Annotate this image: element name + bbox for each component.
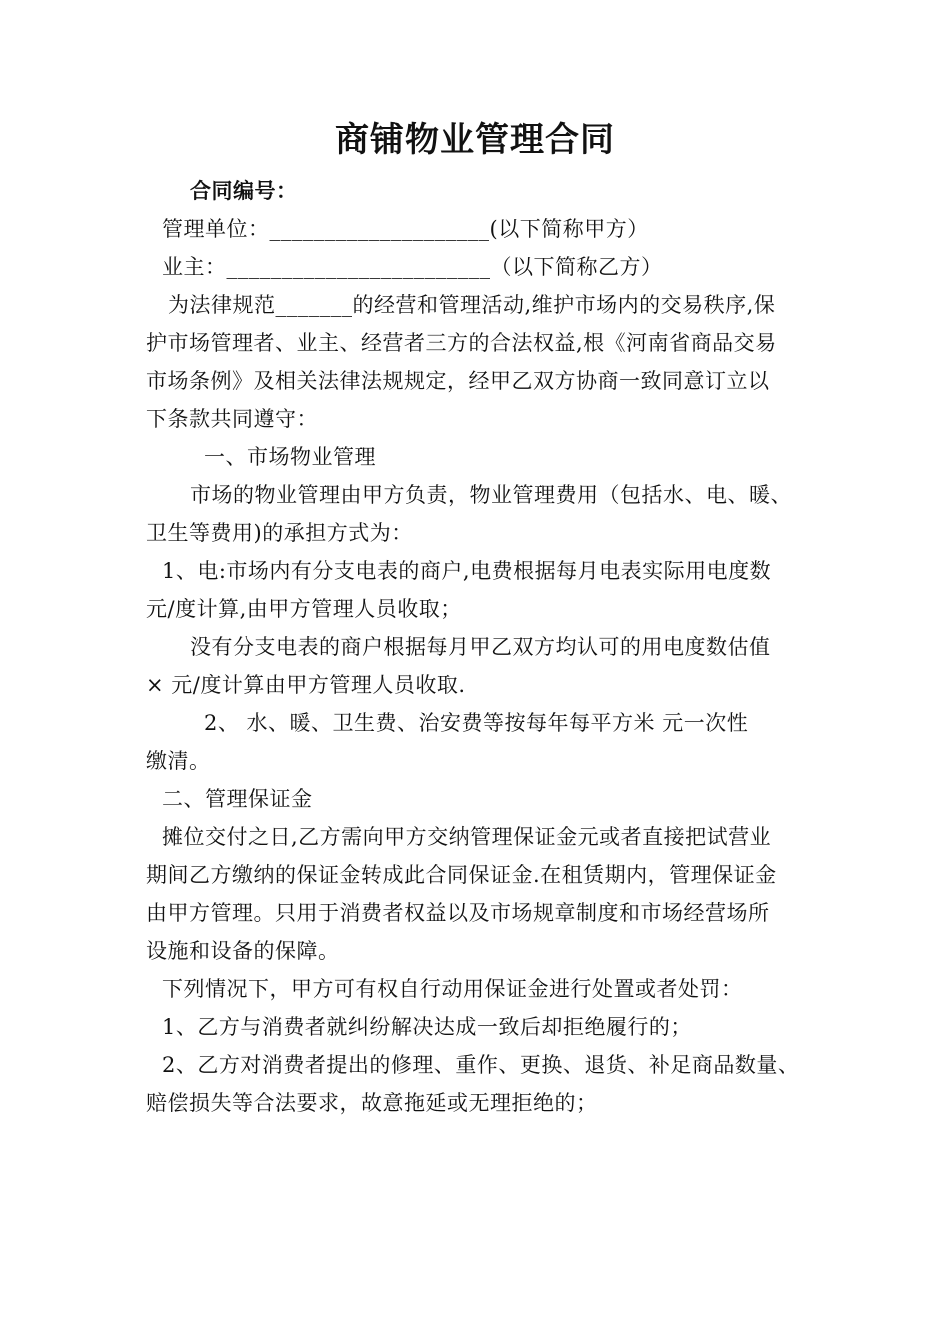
section-heading-1: 一、市场物业管理: [204, 445, 376, 469]
section1-para-line-2: 卫生等费用)的承担方式为：: [146, 521, 413, 545]
condition-2-line-1: 2、乙方对消费者提出的修理、重作、更换、退货、补足商品数量、: [162, 1053, 800, 1077]
conditions-intro: 下列情况下，甲方可有权自行动用保证金进行处置或者处罚：: [162, 977, 743, 1001]
condition-1: 1、乙方与消费者就纠纷解决达成一致后却拒绝履行的；: [162, 1015, 692, 1039]
clause-2-line-1: 2、 水、暖、卫生费、治安费等按每年每平方米 元一次性: [204, 711, 749, 735]
section2-para-line-1: 摊位交付之日,乙方需向甲方交纳管理保证金元或者直接把试营业: [162, 825, 772, 849]
contract-number-label: 合同编号：: [190, 179, 298, 203]
management-unit-line: 管理单位：____________________(以下简称甲方）: [162, 217, 649, 241]
preamble-line-2: 护市场管理者、业主、经营者三方的合法权益,根《河南省商品交易: [146, 331, 777, 355]
section1-para-line-1: 市场的物业管理由甲方负责，物业管理费用（包括水、电、暖、: [190, 483, 792, 507]
document-title: 商铺物业管理合同: [335, 120, 615, 160]
section2-para-line-4: 设施和设备的保障。: [146, 939, 340, 963]
preamble-line-1: 为法律规范_______的经营和管理活动,维护市场内的交易秩序,保: [168, 293, 776, 317]
section2-para-line-2: 期间乙方缴纳的保证金转成此合同保证金.在租赁期内，管理保证金: [146, 863, 777, 887]
clause-2-line-2: 缴清。: [146, 749, 211, 773]
clause-1-line-2: 元/度计算,由甲方管理人员收取；: [146, 597, 462, 621]
clause-1-line-1: 1、电:市场内有分支电表的商户,电费根据每月电表实际用电度数: [162, 559, 772, 583]
clause-1-line-3: 没有分支电表的商户根据每月甲乙双方均认可的用电度数估值: [190, 635, 771, 659]
preamble-line-3: 市场条例》及相关法律法规规定，经甲乙双方协商一致同意订立以: [146, 369, 770, 393]
owner-line: 业主：________________________（以下简称乙方）: [162, 255, 663, 279]
section-heading-2: 二、管理保证金: [162, 787, 313, 811]
condition-2-line-2: 赔偿损失等合法要求，故意拖延或无理拒绝的；: [146, 1091, 598, 1115]
clause-1-line-4: × 元/度计算由甲方管理人员收取.: [146, 673, 466, 697]
preamble-line-4: 下条款共同遵守：: [146, 407, 318, 431]
section2-para-line-3: 由甲方管理。只用于消费者权益以及市场规章制度和市场经营场所: [146, 901, 770, 925]
